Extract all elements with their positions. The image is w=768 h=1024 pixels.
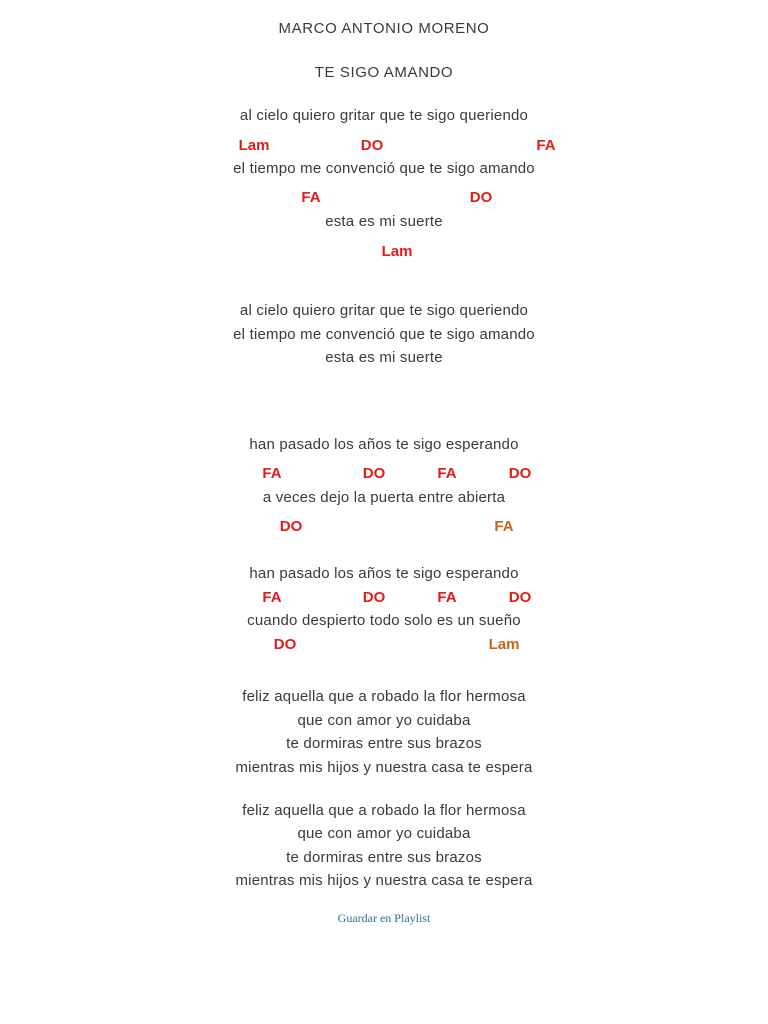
lyric-line: te dormiras entre sus brazos xyxy=(286,849,482,866)
lyric-line: que con amor yo cuidaba xyxy=(297,825,471,842)
lyric-line: feliz aquella que a robado la flor hermosa xyxy=(242,688,526,705)
chord: FA xyxy=(437,465,457,482)
chord: Lam xyxy=(238,137,270,154)
chord: DO xyxy=(362,589,386,606)
lyric-line: esta es mi suerte xyxy=(325,213,443,230)
lyric-line: esta es mi suerte xyxy=(325,349,443,366)
lyric-line: mientras mis hijos y nuestra casa te espera xyxy=(235,872,533,889)
lyric-line: que con amor yo cuidaba xyxy=(297,712,471,729)
chord: Lam xyxy=(381,243,413,260)
lyric-line: el tiempo me convenció que te sigo amando xyxy=(233,326,535,343)
song-title: TE SIGO AMANDO xyxy=(314,64,454,81)
lyric-line: a veces dejo la puerta entre abierta xyxy=(262,489,506,506)
chord: DO xyxy=(360,137,384,154)
lyric-line: te dormiras entre sus brazos xyxy=(286,735,482,752)
chord: FA xyxy=(536,137,556,154)
lyric-line: cuando despierto todo solo es un sueño xyxy=(247,612,521,629)
chord: FA xyxy=(262,465,282,482)
chord: DO xyxy=(469,189,493,206)
chord: FA xyxy=(262,589,282,606)
chord: DO xyxy=(508,589,532,606)
chord: DO xyxy=(362,465,386,482)
artist-name: MARCO ANTONIO MORENO xyxy=(278,20,490,37)
chord: FA xyxy=(494,518,514,535)
chord: FA xyxy=(437,589,457,606)
chord: Lam xyxy=(488,636,520,653)
chord: DO xyxy=(279,518,303,535)
lyric-line: al cielo quiero gritar que te sigo queriendo xyxy=(239,107,529,124)
save-to-playlist-link[interactable]: Guardar en Playlist xyxy=(337,911,431,925)
lyric-line: feliz aquella que a robado la flor hermosa xyxy=(242,802,526,819)
chord: FA xyxy=(301,189,321,206)
lyric-line: el tiempo me convenció que te sigo amando xyxy=(233,160,535,177)
lyric-line: al cielo quiero gritar que te sigo queriendo xyxy=(239,302,529,319)
lyric-line: han pasado los años te sigo esperando xyxy=(249,565,519,582)
chord: DO xyxy=(508,465,532,482)
lyric-line: mientras mis hijos y nuestra casa te espera xyxy=(235,759,533,776)
chord: DO xyxy=(273,636,297,653)
lyric-line: han pasado los años te sigo esperando xyxy=(249,436,519,453)
